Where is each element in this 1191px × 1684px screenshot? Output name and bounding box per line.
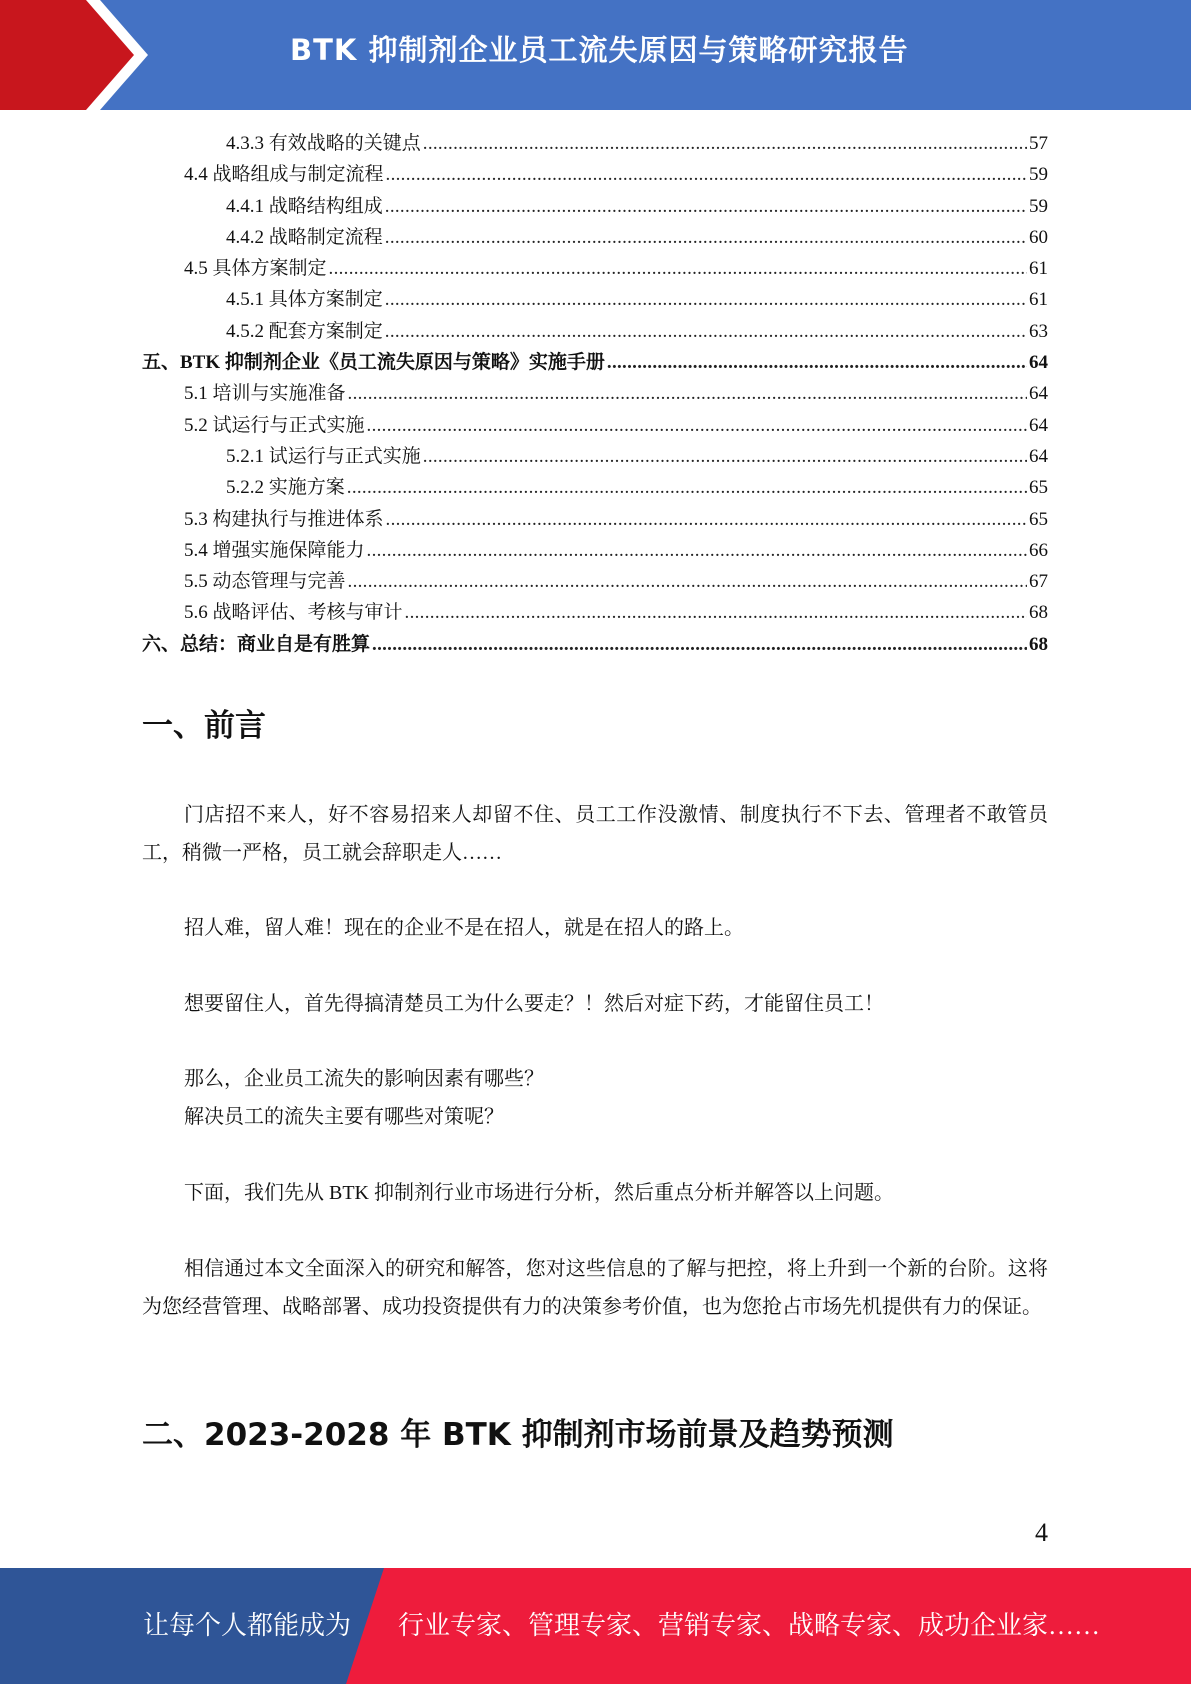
toc-entry[interactable] <box>142 284 1048 315</box>
page-footer <box>0 1568 1191 1684</box>
toc-dot-leader <box>385 222 1027 253</box>
toc-dot-leader <box>385 191 1027 222</box>
toc-entry-label: 4.5 具体方案制定 <box>184 258 327 280</box>
toc-entry[interactable] <box>142 629 1048 660</box>
toc-entry-label: 5.2.2 实施方案 <box>226 477 345 499</box>
paragraph: 那么，企业员工流失的影响因素有哪些？ <box>184 1068 544 1090</box>
toc-entry-page: 65 <box>1029 477 1048 499</box>
toc-entry-page: 64 <box>1029 352 1048 374</box>
toc-dot-leader <box>607 347 1027 378</box>
toc-entry[interactable] <box>142 472 1048 503</box>
report-title: BTK 抑制剂企业员工流失原因与策略研究报告 <box>290 33 909 67</box>
toc-dot-leader <box>347 472 1027 503</box>
toc-entry-label: 六、总结：商业自是有胜算 <box>142 633 371 655</box>
toc-dot-leader <box>367 410 1027 441</box>
toc-entry-label: 4.3.3 有效战略的关键点 <box>226 133 421 154</box>
page-header <box>0 0 1191 110</box>
toc-entry-label: 5.4 增强实施保障能力 <box>184 539 365 561</box>
paragraph: 下面，我们先从 BTK 抑制剂行业市场进行分析，然后重点分析并解答以上问题。 <box>184 1182 894 1204</box>
toc-entry-label: 4.4 战略组成与制定流程 <box>184 164 384 186</box>
toc-entry-label: 5.3 构建执行与推进体系 <box>184 508 384 530</box>
toc-entry[interactable] <box>142 378 1048 409</box>
toc-entry[interactable] <box>142 441 1048 472</box>
toc-dot-leader <box>348 566 1027 597</box>
section-heading-preface: 一、前言 <box>142 708 266 744</box>
toc-entry-page: 67 <box>1029 571 1048 593</box>
toc-entry-page: 60 <box>1029 226 1048 248</box>
toc-entry-label: 4.4.2 战略制定流程 <box>226 226 383 248</box>
toc-dot-leader <box>372 629 1027 660</box>
toc-entry-page: 68 <box>1029 602 1048 624</box>
toc-dot-leader <box>405 597 1027 628</box>
toc-entry-page: 61 <box>1029 289 1048 311</box>
toc-entry[interactable] <box>142 504 1048 535</box>
toc-entry[interactable] <box>142 410 1048 441</box>
toc-entry-page: 65 <box>1029 508 1048 530</box>
toc-entry[interactable] <box>142 222 1048 253</box>
toc-dot-leader <box>385 284 1027 315</box>
toc-entry[interactable] <box>142 597 1048 628</box>
toc-entry[interactable] <box>142 535 1048 566</box>
toc-dot-leader <box>329 253 1027 284</box>
toc-entry-page: 59 <box>1029 164 1048 186</box>
page-number: 4 <box>1035 1518 1048 1547</box>
toc-entry-label: 5.2 试运行与正式实施 <box>184 414 365 436</box>
toc-dot-leader <box>423 128 1027 159</box>
toc-entry-page: 63 <box>1029 320 1048 342</box>
toc-entry[interactable] <box>142 128 1048 159</box>
paragraph: 相信通过本文全面深入的研究和解答，您对这些信息的了解与把控，将上升到一个新的台阶。这将为您经营管理、战略部署、成功投资提供有力的决策参考价值，也为您抢占市场先机提供有力的保证。 <box>142 1258 1048 1318</box>
toc-entry-page: 66 <box>1029 539 1048 561</box>
paragraph: 想要留住人，首先得搞清楚员工为什么要走？！然后对症下药，才能留住员工！ <box>184 993 884 1015</box>
toc-entry[interactable] <box>142 566 1048 597</box>
toc-entry[interactable] <box>142 316 1048 347</box>
toc-entry-label: 5.5 动态管理与完善 <box>184 571 346 593</box>
toc-dot-leader <box>386 159 1027 190</box>
toc-entry-page: 61 <box>1029 258 1048 280</box>
toc-entry-page: 64 <box>1029 445 1048 467</box>
toc-dot-leader <box>385 316 1027 347</box>
toc-entry-page: 57 <box>1029 133 1048 154</box>
paragraph: 招人难，留人难！现在的企业不是在招人，就是在招人的路上。 <box>184 917 744 939</box>
toc-dot-leader <box>348 378 1027 409</box>
toc-entry[interactable] <box>142 159 1048 190</box>
toc-entry[interactable] <box>142 253 1048 284</box>
paragraph: 解决员工的流失主要有哪些对策呢？ <box>184 1106 504 1128</box>
toc-entry-label: 5.2.1 试运行与正式实施 <box>226 445 421 467</box>
toc-entry-label: 4.4.1 战略结构组成 <box>226 195 383 217</box>
toc-entry-label: 5.6 战略评估、考核与审计 <box>184 602 403 624</box>
toc-entry-label: 4.5.2 配套方案制定 <box>226 320 383 342</box>
paragraph: 门店招不来人，好不容易招来人却留不住、员工工作没激情、制度执行不下去、管理者不敢管员工，稍微一严格，员工就会辞职走人…… <box>142 804 1048 864</box>
toc-entry-page: 68 <box>1029 633 1048 655</box>
toc-dot-leader <box>423 441 1027 472</box>
table-of-contents <box>142 128 1048 660</box>
toc-entry-label: 五、BTK 抑制剂企业《员工流失原因与策略》实施手册 <box>142 352 605 374</box>
toc-entry-page: 59 <box>1029 195 1048 217</box>
toc-entry-label: 5.1 培训与实施准备 <box>184 383 346 405</box>
toc-entry[interactable] <box>142 191 1048 222</box>
toc-entry[interactable] <box>142 347 1048 378</box>
section-heading-market-outlook: 二、2023-2028 年 BTK 抑制剂市场前景及趋势预测 <box>142 1417 894 1453</box>
footer-slogan-right: 行业专家、管理专家、营销专家、战略专家、成功企业家…… <box>398 1611 1101 1640</box>
toc-dot-leader <box>386 504 1027 535</box>
toc-dot-leader <box>367 535 1027 566</box>
toc-entry-page: 64 <box>1029 414 1048 436</box>
footer-slogan-left: 让每个人都能成为 <box>143 1611 352 1640</box>
toc-entry-label: 4.5.1 具体方案制定 <box>226 289 383 311</box>
toc-entry-page: 64 <box>1029 383 1048 405</box>
